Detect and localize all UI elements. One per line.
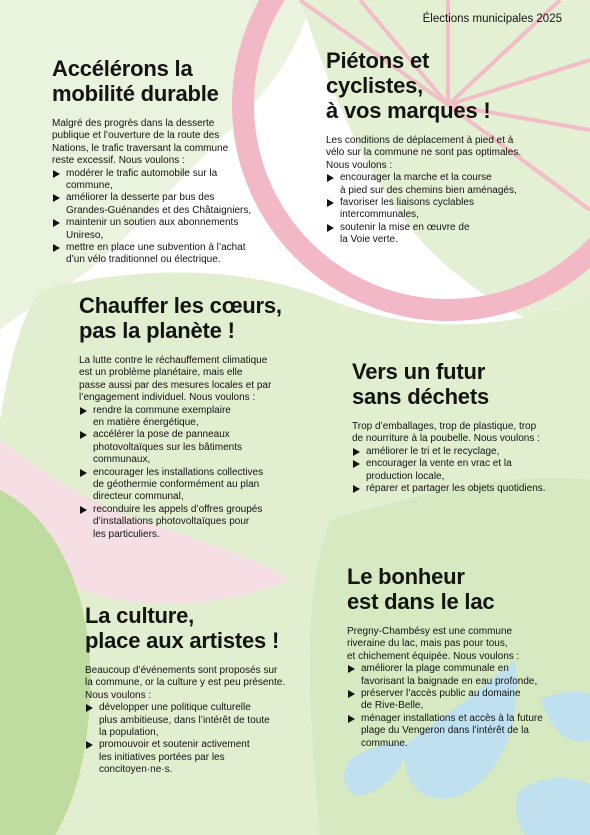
list-item: rendre la commune exemplaire en matière énergétique, [79, 405, 309, 430]
list-item: favoriser les liaisons cyclables intercommunales, [326, 197, 566, 222]
section-culture-artistes [85, 603, 315, 777]
section-intro: La lutte contre le réchauffement climatique est un problème planétaire, mais elle passe aussi par des mesures locales et par l’engagement individuel. Nous voulons : [79, 355, 272, 404]
section-mobilite-durable [52, 56, 282, 267]
list-item: soutenir la mise en œuvre de la Voie verte. [326, 222, 566, 247]
list-item: améliorer la desserte par bus des Grandes-Guénandes et des Châtaigniers, [52, 192, 282, 217]
list-item: ménager installations et accès à la future plage du Vengeron dans l’intérêt de la commune. [347, 713, 577, 750]
list-item: accélérer la pose de panneaux photovoltaïques sur les bâtiments communaux, [79, 429, 309, 466]
section-title: Le bonheur est dans le lac [347, 564, 495, 614]
section-intro: Pregny-Chambésy est une commune riveraine du lac, mais pas pour tous, et chichement équipée. Nous voulons : [347, 626, 520, 662]
section-title: Accélérons la mobilité durable [52, 56, 219, 106]
section-title: Chauffer les cœurs, pas la planète ! [79, 293, 282, 343]
section-title: Piétons et cyclistes, à vos marques ! [326, 48, 491, 123]
election-header: Élections municipales 2025 [422, 13, 562, 25]
list-item: améliorer la plage communale en favorisant la baignade en eau profonde, [347, 663, 577, 688]
list-item: réparer et partager les objets quotidiens. [352, 483, 582, 495]
section-title: Vers un futur sans déchets [352, 359, 490, 409]
section-pietons-cyclistes [326, 48, 566, 247]
list-item: encourager les installations collectives de géothermie conformément au plan directeur communal, [79, 467, 309, 504]
proposal-list [347, 663, 577, 750]
section-title: La culture, place aux artistes ! [85, 603, 280, 653]
proposal-list [52, 168, 282, 267]
list-item: maintenir un soutien aux abonnements Unireso, [52, 217, 282, 242]
list-item: promouvoir et soutenir activement les initiatives portées par les concitoyen·ne·s. [85, 739, 315, 776]
list-item: reconduire les appels d’offres groupés d’installations photovoltaïques pour les particuliers. [79, 504, 309, 541]
list-item: encourager la vente en vrac et la production locale, [352, 458, 582, 483]
list-item: développer une politique culturelle plus ambitieuse, dans l’intérêt de toute la population, [85, 702, 315, 739]
section-chauffer-coeurs [79, 293, 309, 541]
proposal-list [352, 446, 582, 496]
list-item: mettre en place une subvention à l’achat d’un vélo traditionnel ou électrique. [52, 242, 282, 267]
proposal-list [79, 405, 309, 541]
section-bonheur-lac [347, 564, 577, 750]
section-intro: Beaucoup d’événements sont proposés sur la commune, or la culture y est peu présente. Nous voulons : [85, 665, 286, 701]
section-intro: Malgré des progrès dans la desserte publique et l’ouverture de la route des Nations, le trafic traversant la commune reste excessif. Nous voulons : [52, 118, 229, 167]
list-item: modérer le trafic automobile sur la commune, [52, 168, 282, 193]
section-intro: Trop d’emballages, trop de plastique, trop de nourriture à la poubelle. Nous voulons : [352, 421, 540, 445]
list-item: préserver l’accès public au domaine de Rive-Belle, [347, 688, 577, 713]
list-item: améliorer le tri et le recyclage, [352, 446, 582, 458]
proposal-list [326, 172, 566, 246]
section-intro: Les conditions de déplacement à pied et à vélo sur la commune ne sont pas optimales. Nous voulons : [326, 135, 522, 171]
list-item: encourager la marche et la course à pied sur des chemins bien aménagés, [326, 172, 566, 197]
proposal-list [85, 702, 315, 776]
section-futur-sans-dechets [352, 359, 582, 495]
